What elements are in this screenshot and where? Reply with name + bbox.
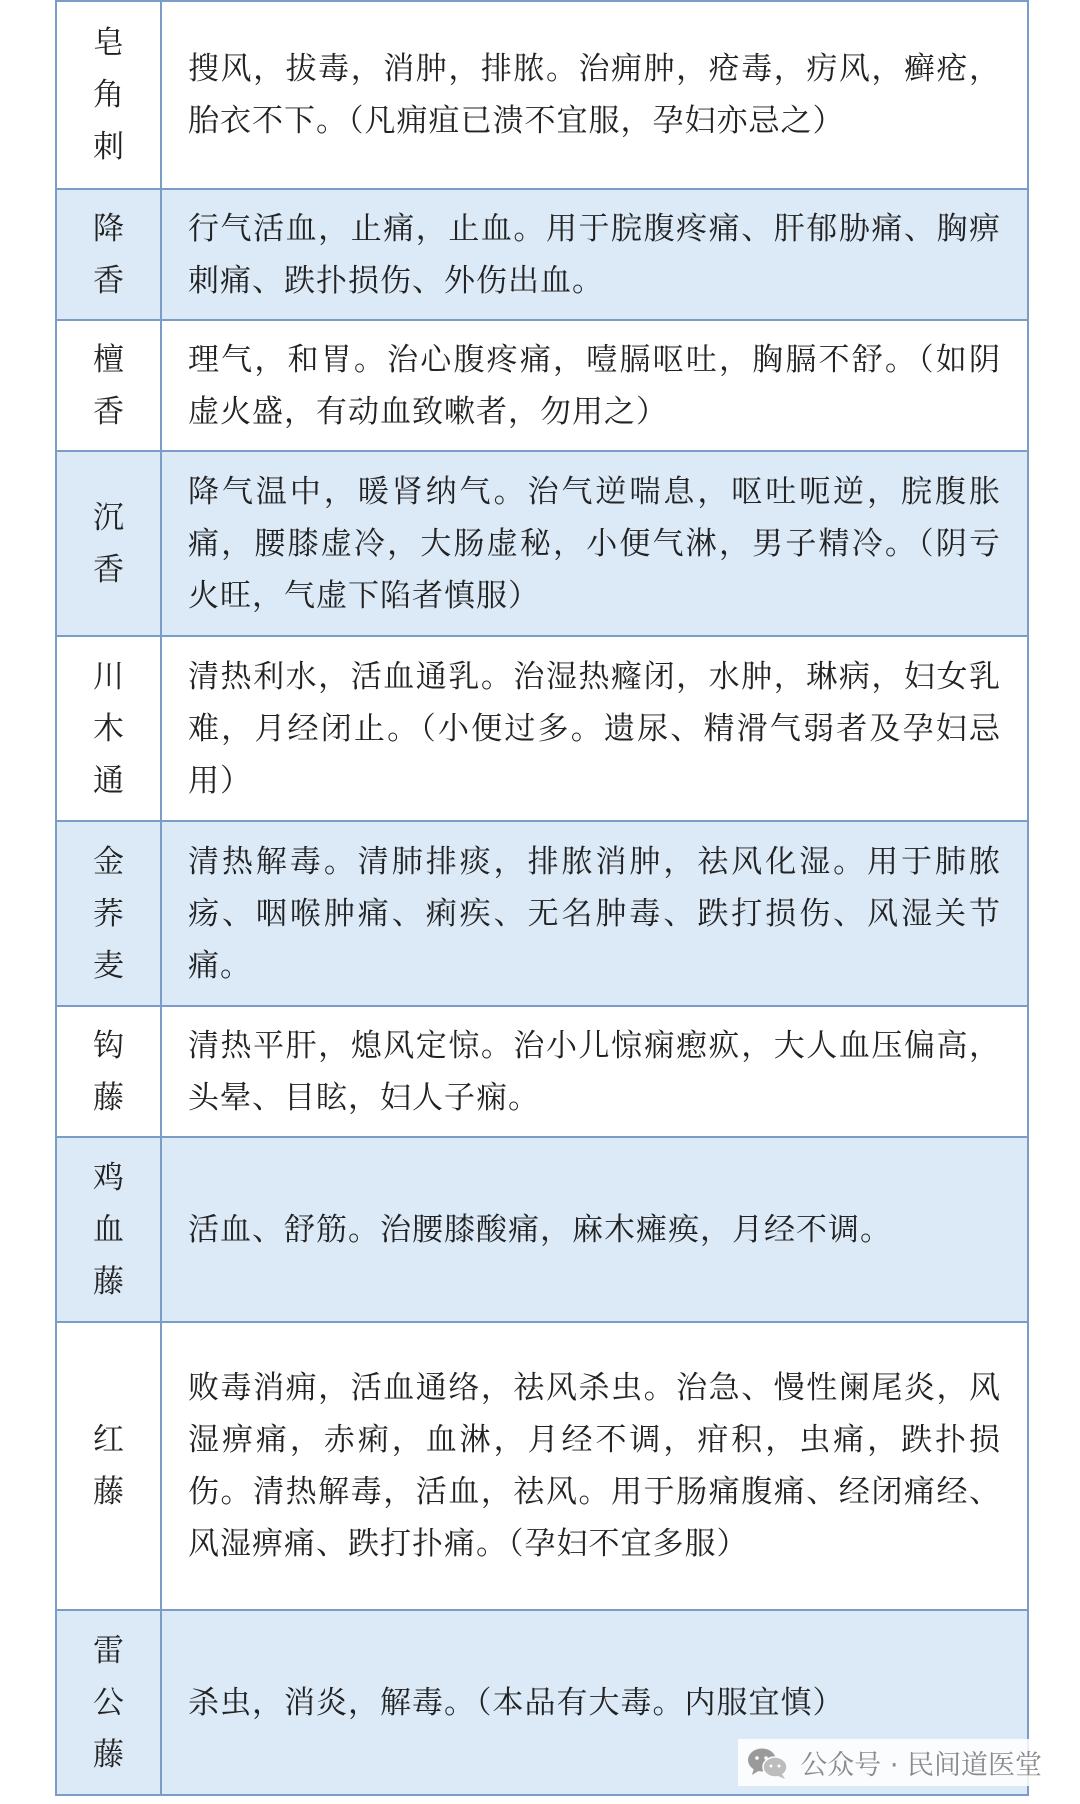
herb-name-cell xyxy=(56,636,161,821)
herb-desc-cell xyxy=(161,189,1028,320)
wechat-icon xyxy=(746,1746,790,1780)
herb-name: 鸡血藤 xyxy=(93,1159,124,1300)
herb-name: 降香 xyxy=(93,210,124,299)
herb-desc: 理气，和胃。治心腹疼痛，噎膈呕吐，胸膈不舒。（如阴虚火盛，有动血致嗽者，勿用之） xyxy=(188,341,1001,430)
herb-desc-cell xyxy=(161,1322,1028,1610)
herb-desc-cell xyxy=(161,1006,1028,1137)
table-row xyxy=(56,451,1028,636)
herb-desc-cell xyxy=(161,821,1028,1006)
table-row xyxy=(56,189,1028,320)
herb-desc: 降气温中，暖肾纳气。治气逆喘息，呕吐呃逆，脘腹胀痛，腰膝虚冷，大肠虚秘，小便气淋，男子精冷。（阴亏火旺，气虚下陷者慎服） xyxy=(188,473,1001,614)
herb-desc-cell xyxy=(161,1137,1028,1322)
herb-name: 红藤 xyxy=(93,1422,124,1510)
herb-desc: 败毒消痈，活血通络，祛风杀虫。治急、慢性阑尾炎，风湿痹痛，赤痢，血淋，月经不调，疳积，虫痛，跌扑损伤。清热解毒，活血，祛风。用于肠痛腹痛、经闭痛经、风湿痹痛、跌打扑痛。（孕妇不宜多服） xyxy=(188,1370,1001,1562)
herb-name-cell xyxy=(56,821,161,1006)
herb-name: 钩藤 xyxy=(93,1027,124,1116)
herb-name-cell xyxy=(56,1610,161,1795)
herb-desc-cell xyxy=(161,451,1028,636)
table-row xyxy=(56,1,1028,189)
herb-desc: 清热解毒。清肺排痰，排脓消肿，祛风化湿。用于肺脓疡、咽喉肿痛、痢疾、无名肿毒、跌打损伤、风湿关节痛。 xyxy=(188,843,1001,984)
herb-name: 雷公藤 xyxy=(93,1632,124,1773)
table-row xyxy=(56,636,1028,821)
watermark xyxy=(738,1739,1050,1786)
herb-name-cell xyxy=(56,189,161,320)
herb-desc: 杀虫，消炎，解毒。（本品有大毒。内服宜慎） xyxy=(188,1684,845,1721)
herb-name-cell xyxy=(56,451,161,636)
herb-name: 川木通 xyxy=(93,658,124,799)
herb-name-cell xyxy=(56,320,161,451)
herb-table xyxy=(55,0,1029,1796)
herb-name: 皂角刺 xyxy=(93,25,124,165)
herb-desc-cell xyxy=(161,320,1028,451)
herb-desc: 活血、舒筋。治腰膝酸痛，麻木瘫痪，月经不调。 xyxy=(188,1211,892,1248)
herb-name: 金荞麦 xyxy=(93,843,124,984)
table-row xyxy=(56,1006,1028,1137)
herb-name-cell xyxy=(56,1137,161,1322)
herb-desc: 行气活血，止痛，止血。用于脘腹疼痛、肝郁胁痛、胸痹刺痛、跌扑损伤、外伤出血。 xyxy=(188,210,1001,299)
herb-desc: 清热平肝，熄风定惊。治小儿惊痫瘛疭，大人血压偏高，头晕、目眩，妇人子痫。 xyxy=(188,1027,1001,1116)
herb-name: 檀香 xyxy=(93,341,124,430)
herb-name: 沉香 xyxy=(93,499,124,588)
herb-name-cell xyxy=(56,1006,161,1137)
herb-name-cell xyxy=(56,1322,161,1610)
table-row xyxy=(56,1137,1028,1322)
table-row xyxy=(56,320,1028,451)
herb-desc: 清热利水，活血通乳。治湿热癃闭，水肿，琳病，妇女乳难，月经闭止。（小便过多。遗尿、精滑气弱者及孕妇忌用） xyxy=(188,658,1001,799)
herb-desc-cell xyxy=(161,636,1028,821)
herb-desc-cell xyxy=(161,1,1028,189)
watermark-text: 公众号 · 民间道医堂 xyxy=(800,1750,1042,1781)
herb-desc: 搜风，拔毒，消肿，排脓。治痈肿，疮毒，疠风，癣疮，胎衣不下。（凡痈疽已溃不宜服，孕妇亦忌之） xyxy=(188,51,1001,139)
table-row xyxy=(56,821,1028,1006)
table-row xyxy=(56,1322,1028,1610)
herb-name-cell xyxy=(56,1,161,189)
